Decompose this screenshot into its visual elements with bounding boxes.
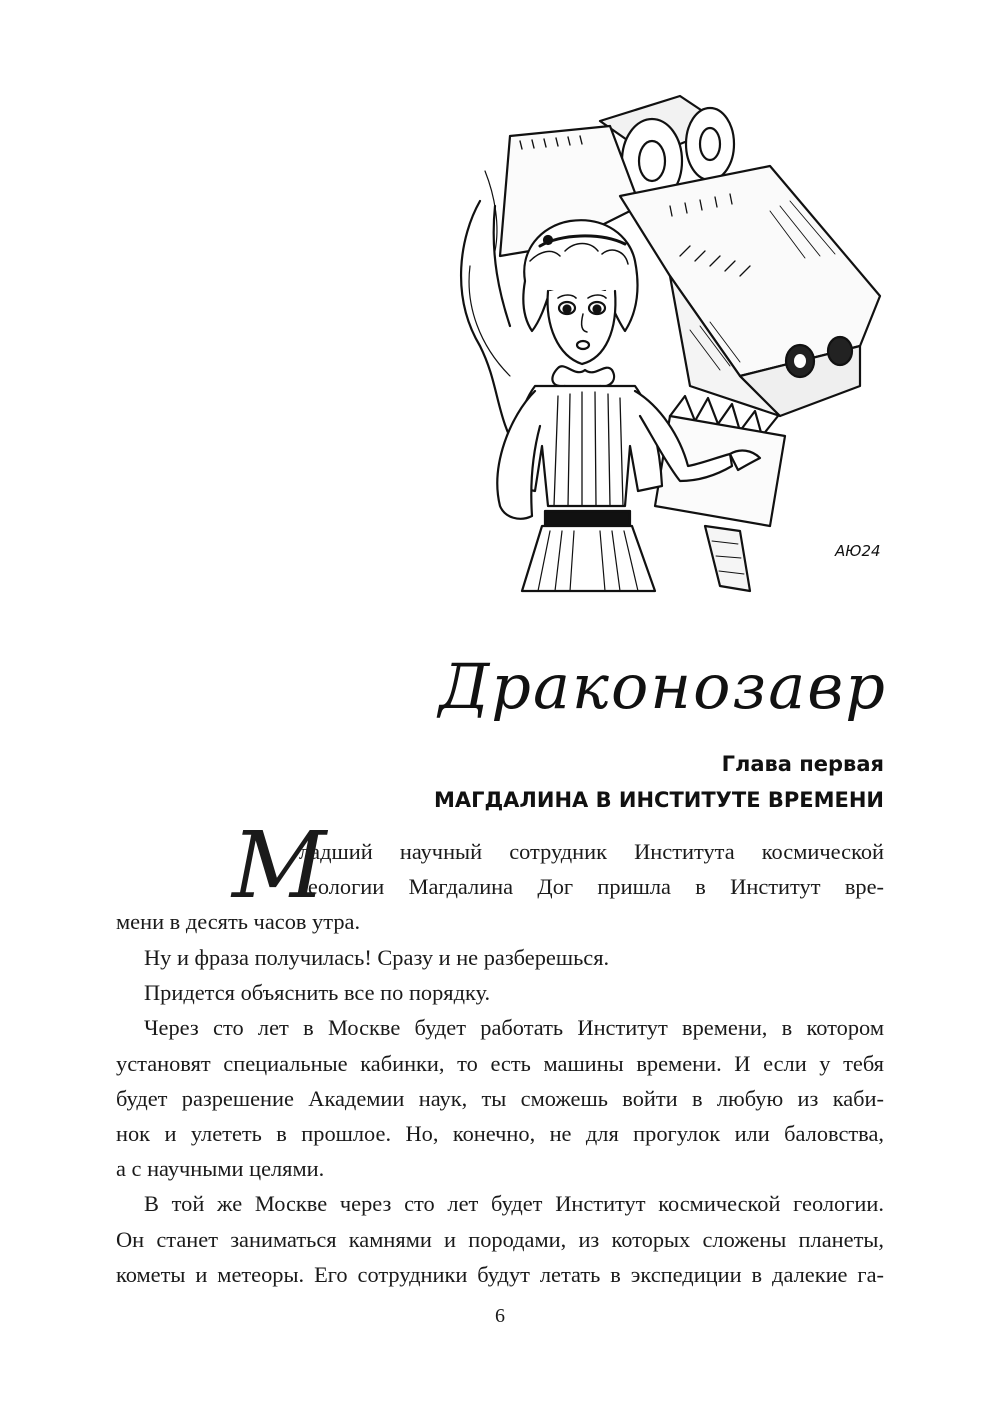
artist-signature: АЮ24 [835,542,881,560]
chapter-name: МАГДАЛИНА В ИНСТИТУТЕ ВРЕМЕНИ [433,788,884,812]
text-line: кометы и метеоры. Его сотрудники будут летать в экспедиции в далекие га- [116,1261,884,1287]
text-line: мени в десять часов утра. [116,909,361,934]
paragraph [116,940,884,975]
text-line: ладший научный сотрудник Института космической [299,839,884,864]
paragraph [116,1010,884,1186]
text-line: Ну и фраза получилась! Сразу и не разберешься. [144,945,610,970]
paragraph [116,1186,884,1292]
chapter-label: Глава первая [721,752,884,776]
text-line: Он станет заниматься камнями и породами, из которых сложены планеты, [116,1226,884,1252]
text-line: а с научными целями. [116,1156,325,1182]
page-number: 6 [495,1305,505,1327]
text-line: геологии Магдалина Дог пришла в Институт вре- [299,874,884,899]
text-line: установят специальные кабинки, то есть машины времени. И если у тебя [116,1050,884,1076]
text-line: Через сто лет в Москве будет работать Институт времени, в котором [144,1015,884,1041]
chapter-illustration [440,86,900,616]
text-body [116,812,884,1292]
first-paragraph [116,812,884,940]
text-line: В той же Москве через сто лет будет Институт космической геологии. [144,1191,884,1217]
drop-cap: М [232,812,327,919]
paragraph [116,975,884,1010]
text-line: будет разрешение Академии наук, ты сможешь войти в любую из каби- [116,1085,884,1111]
text-line: Придется объяснить все по порядку. [144,980,491,1006]
book-title: Драконозавр [438,650,887,723]
text-line: нок и улететь в прошлое. Но, конечно, не для прогулок или баловства, [116,1121,884,1147]
